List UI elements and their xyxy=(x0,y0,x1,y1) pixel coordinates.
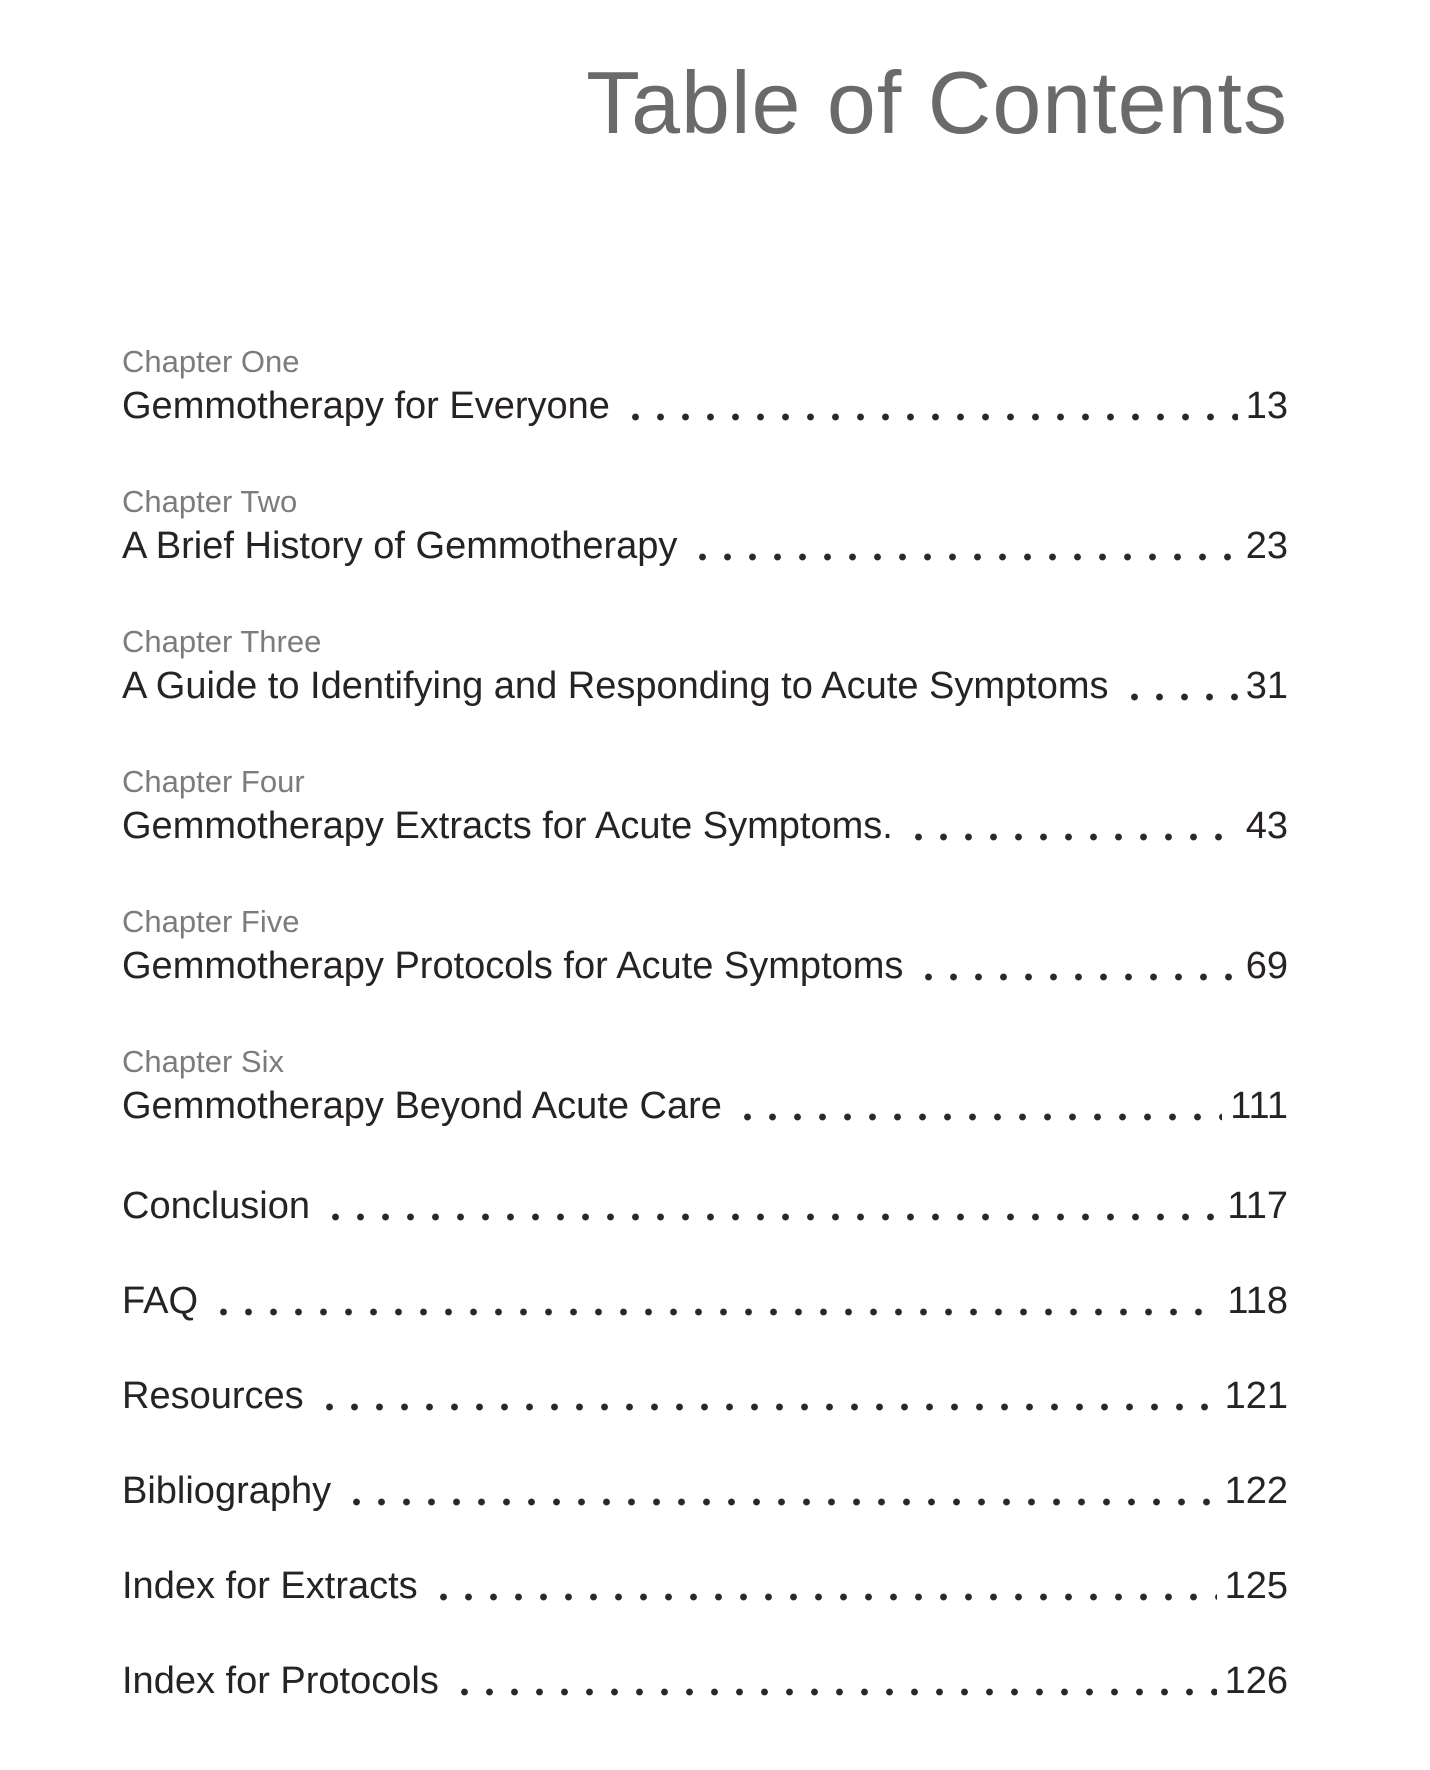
dot-leader xyxy=(623,413,1238,421)
chapter-label: Chapter Two xyxy=(122,484,298,519)
entry-page-number: 118 xyxy=(1227,1280,1288,1322)
toc-entry-line xyxy=(122,382,1288,430)
chapter-label: Chapter Six xyxy=(122,1044,284,1079)
chapter-label: Chapter Four xyxy=(122,764,305,799)
entry-page-number: 117 xyxy=(1227,1185,1288,1227)
chapter-label: Chapter Five xyxy=(122,904,300,939)
entry-page-number: 111 xyxy=(1230,1085,1288,1127)
entry-title: A Guide to Identifying and Responding to Acute Symptoms xyxy=(122,665,1109,707)
dot-leader xyxy=(211,1308,1219,1316)
entry-title: FAQ xyxy=(122,1280,199,1322)
dot-leader xyxy=(735,1113,1222,1121)
chapter-label: Chapter Three xyxy=(122,624,322,659)
toc-section-entry xyxy=(122,1277,1288,1325)
toc-chapter-entry xyxy=(122,902,1288,990)
entry-title: Gemmotherapy for Everyone xyxy=(122,385,610,427)
toc-entry-line xyxy=(122,942,1288,990)
entry-page-number: 125 xyxy=(1224,1565,1288,1607)
dot-leader xyxy=(452,1688,1217,1696)
page-content xyxy=(0,52,1430,1705)
dot-leader xyxy=(323,1213,1219,1221)
entry-page-number: 23 xyxy=(1245,525,1288,567)
entry-page-number: 13 xyxy=(1245,385,1288,427)
chapter-label: Chapter One xyxy=(122,344,300,379)
entry-title: Gemmotherapy Extracts for Acute Symptoms. xyxy=(122,805,893,847)
toc-entry-line xyxy=(122,1082,1288,1130)
entry-title: Gemmotherapy Protocols for Acute Symptoms xyxy=(122,945,904,987)
entry-title: A Brief History of Gemmotherapy xyxy=(122,525,678,567)
dot-leader xyxy=(431,1593,1217,1601)
toc-section-entry xyxy=(122,1562,1288,1610)
toc-section-entry xyxy=(122,1467,1288,1515)
toc-chapter-entry xyxy=(122,1042,1288,1130)
entry-title: Index for Protocols xyxy=(122,1660,439,1702)
entry-title: Index for Extracts xyxy=(122,1565,418,1607)
dot-leader xyxy=(916,973,1237,981)
toc-chapter-entry xyxy=(122,482,1288,570)
entry-title: Gemmotherapy Beyond Acute Care xyxy=(122,1085,722,1127)
entry-page-number: 121 xyxy=(1224,1375,1288,1417)
page-title: Table of Contents xyxy=(586,53,1288,152)
entry-page-number: 69 xyxy=(1245,945,1288,987)
entry-page-number: 43 xyxy=(1245,805,1288,847)
toc-chapter-entry xyxy=(122,762,1288,850)
entry-title: Bibliography xyxy=(122,1470,332,1512)
entry-title: Resources xyxy=(122,1375,304,1417)
toc-chapter-entry xyxy=(122,342,1288,430)
entry-title: Conclusion xyxy=(122,1185,310,1227)
dot-leader xyxy=(1122,693,1238,701)
dot-leader xyxy=(317,1403,1217,1411)
toc-section-entry xyxy=(122,1182,1288,1230)
entry-page-number: 122 xyxy=(1224,1470,1288,1512)
toc-entry-line xyxy=(122,522,1288,570)
dot-leader xyxy=(906,833,1238,841)
toc-entry-line xyxy=(122,662,1288,710)
entry-page-number: 126 xyxy=(1224,1660,1288,1702)
entry-page-number: 31 xyxy=(1245,665,1288,707)
toc-entry-line xyxy=(122,802,1288,850)
dot-leader xyxy=(690,553,1237,561)
toc-chapter-entry xyxy=(122,622,1288,710)
toc-section-entry xyxy=(122,1657,1288,1705)
dot-leader xyxy=(344,1498,1216,1506)
toc-list xyxy=(122,342,1288,1705)
toc-section-entry xyxy=(122,1372,1288,1420)
